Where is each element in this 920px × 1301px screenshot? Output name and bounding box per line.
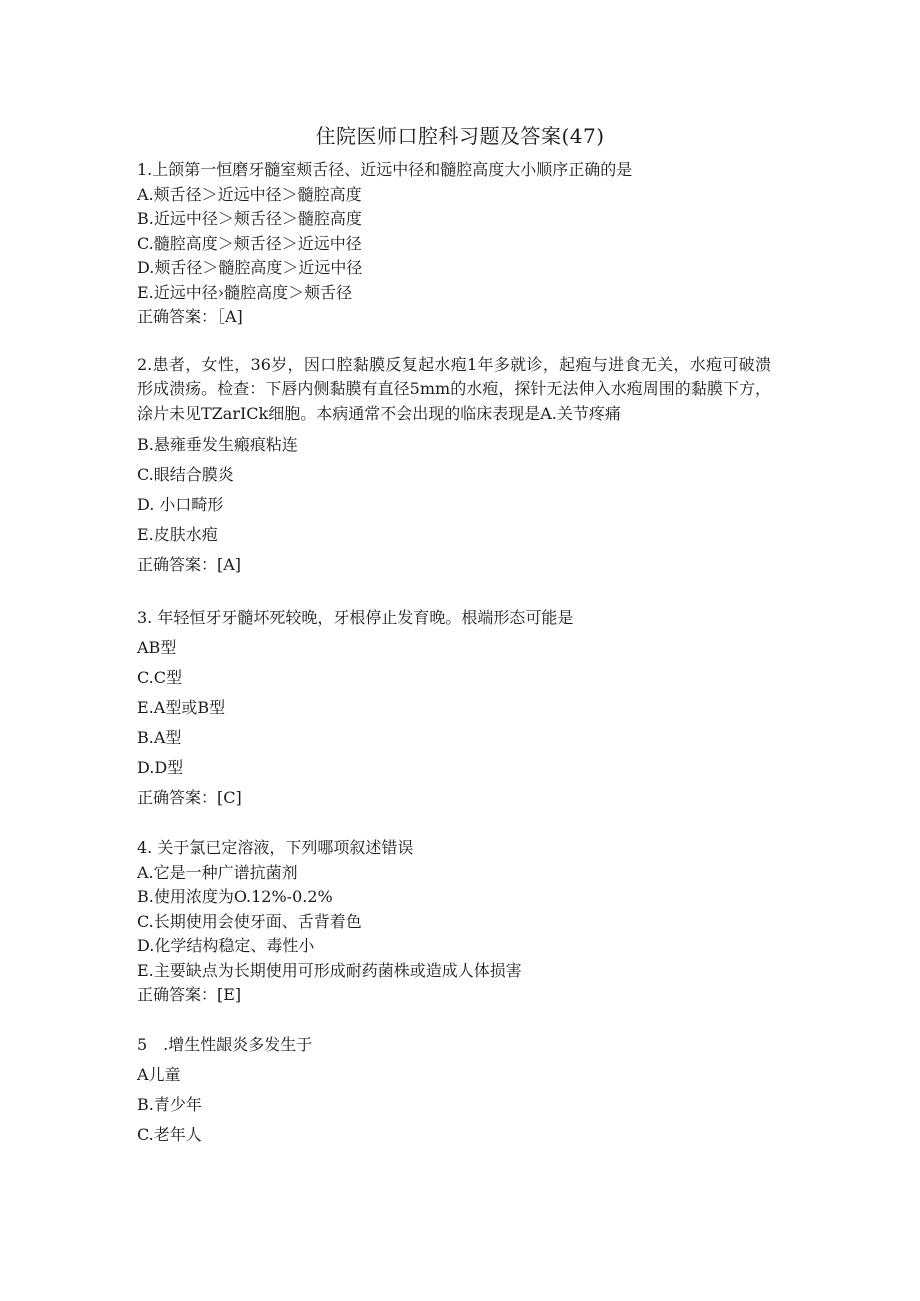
option-a: A.它是一种广谱抗菌剂 (137, 862, 298, 882)
spacer (137, 580, 777, 603)
option-d: D.化学结构稳定、毒性小 (137, 936, 315, 955)
question-4 (137, 836, 777, 1008)
question-stem: 2.患者，女性，36岁，因口腔黏膜反复起水疱1年多就诊，起疱与进食无关，水疱可破溃形成溃疡。检查：下唇内侧黏膜有直径5mm的水疱，探针无法伸入水疱周围的黏膜下方，涂片未见TZarICk细胞。本病通常不会出现的临床表现是A.关节疼痛 (137, 354, 771, 423)
option-b: B.近远中径＞颊舌径＞髓腔高度 (137, 209, 362, 228)
spacer (137, 330, 777, 353)
answer: 正确答案：[C] (137, 788, 242, 807)
spacer (137, 1008, 777, 1030)
option-2: C.C型 (137, 668, 183, 687)
option-b: B.青少年 (137, 1094, 202, 1114)
option-3: E.A型或B型 (137, 698, 226, 717)
option-d: D.颊舌径＞髓腔高度＞近远中径 (137, 258, 363, 277)
spacer (137, 813, 777, 836)
question-1 (137, 158, 777, 330)
option-c: C.长期使用会使牙面、舌背着色 (137, 911, 362, 931)
question-stem: 4. 关于氯已定溶液，下列哪项叙述错误 (137, 838, 414, 857)
question-list (137, 158, 777, 1150)
question-3 (137, 603, 777, 813)
option-c: C.老年人 (137, 1124, 202, 1144)
option-e: E.近远中径›髓腔高度＞颊舌径 (137, 282, 353, 302)
question-stem: 5 .增生性龈炎多发生于 (137, 1034, 313, 1054)
document-title: 住院医师口腔科习题及答案(47) (315, 124, 605, 148)
option-e: E.皮肤水疱 (137, 525, 218, 544)
answer: 正确答案：[E] (137, 985, 242, 1004)
option-d: D. 小口畸形 (137, 495, 224, 514)
option-b: B.悬雍垂发生瘢痕粘连 (137, 435, 298, 454)
option-c: C.髓腔高度＞颊舌径＞近远中径 (137, 233, 362, 253)
question-stem: 3. 年轻恒牙牙髓坏死较晚，牙根停止发育晚。根端形态可能是 (137, 608, 574, 627)
option-c: C.眼结合膜炎 (137, 465, 234, 484)
option-4: B.A型 (137, 728, 182, 747)
answer: 正确答案：[A] (137, 555, 242, 574)
option-a: A.颊舌径＞近远中径＞髓腔高度 (137, 184, 362, 204)
option-1: AB型 (137, 638, 177, 657)
question-stem: 1.上颌第一恒磨牙髓室颊舌径、近远中径和髓腔高度大小顺序正确的是 (137, 160, 633, 179)
option-b: B.使用浓度为O.12%-0.2% (137, 887, 333, 906)
option-a: A儿童 (137, 1064, 181, 1084)
question-2 (137, 353, 777, 581)
question-5 (137, 1030, 777, 1150)
option-5: D.D型 (137, 758, 184, 777)
answer: 正确答案：［A] (137, 307, 243, 326)
option-e: E.主要缺点为长期使用可形成耐药菌株或造成人体损害 (137, 960, 522, 980)
